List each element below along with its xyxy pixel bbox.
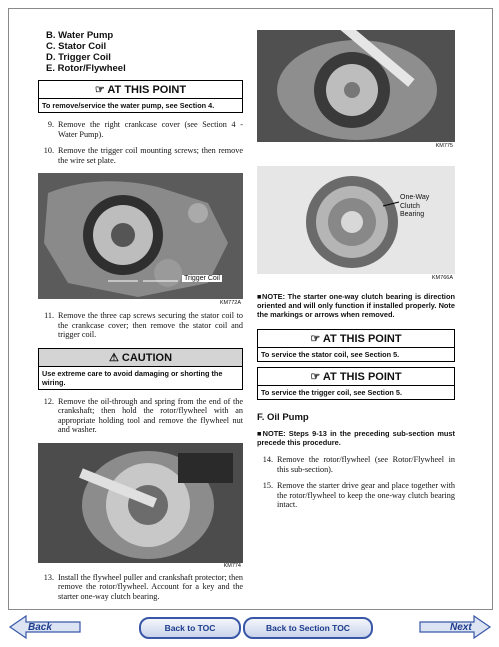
step-text: Remove the oil-through and spring from the end of the crankshaft; then hold the rotor/flywheel with an appropriate holding tool and remove the flywheel nut and washer. [58, 396, 243, 434]
navigation-bar [0, 612, 499, 642]
one-way-clutch-label: One-Way Clutch Bearing [400, 194, 430, 218]
step-number: 15. [262, 481, 273, 491]
next-label: Next [450, 622, 472, 633]
left-column [38, 30, 243, 601]
photo-code: KM772A [219, 300, 241, 306]
back-label: Back [28, 622, 52, 633]
trigger-callout [257, 367, 455, 400]
step-number: 13. [43, 572, 54, 582]
step-text: Install the flywheel puller and crankshaft protector; then remove the rotor/flywheel. Account for a key and the starter one-way clutch bearing. [58, 572, 243, 601]
callout-title: ☞ AT THIS POINT [258, 368, 454, 386]
back-to-section-toc-button[interactable]: Back to Section TOC [243, 617, 373, 639]
step-12 [38, 397, 243, 435]
trigger-coil-photo [38, 173, 243, 299]
callout-body: To service the stator coil, see Section 5. [261, 349, 400, 359]
back-button[interactable] [8, 614, 82, 640]
step-text: Remove the three cap screws securing the stator coil to the crankcase cover; then remove the stator coil and trigger coil. [58, 311, 243, 339]
step-text: Remove the starter drive gear and place together with the rotor/flywheel to keep the one-way clutch bearing intact. [277, 481, 455, 510]
callout-body: To service the trigger coil, see Section 5. [261, 387, 402, 397]
flywheel-photo-graphic [38, 443, 243, 563]
heading-rotor-flywheel: E. Rotor/Flywheel [46, 63, 126, 74]
clutch-tool-photo [257, 30, 455, 142]
one-way-clutch-photo [257, 166, 455, 274]
caution-callout [38, 348, 243, 390]
right-column [257, 30, 455, 510]
step-9 [38, 120, 243, 139]
one-way-clutch-graphic [257, 166, 455, 274]
step-number: 12. [43, 396, 54, 406]
callout-body: To remove/service the water pump, see Section 4. [42, 101, 215, 110]
clutch-tool-graphic [257, 30, 455, 142]
callout-title: ☞ AT THIS POINT [39, 81, 242, 99]
back-to-toc-button[interactable]: Back to TOC [139, 617, 241, 639]
heading-trigger-coil: D. Trigger Coil [46, 52, 111, 63]
photo-code: KM774 [223, 562, 241, 569]
step-number: 14. [262, 455, 273, 465]
caution-title: ⚠ CAUTION [39, 349, 242, 367]
step-number: 10. [43, 146, 54, 155]
step-number: 11. [44, 311, 54, 320]
next-button[interactable] [418, 614, 492, 640]
step-10 [38, 146, 243, 165]
step-15 [257, 481, 455, 510]
photo-code: KM766A [431, 275, 453, 281]
step-text: Remove the right crankcase cover (see Section 4 - Water Pump). [58, 120, 243, 139]
step-text: Remove the rotor/flywheel (see Rotor/Flywheel in this sub-section). [277, 455, 455, 474]
clutch-bearing-note: ■NOTE: The starter one-way clutch bearing is direction oriented and will only function if installed properly. Note the markings or arrows when removed. [257, 292, 455, 320]
photo-code: KM775 [435, 143, 453, 149]
stator-callout [257, 329, 455, 362]
step-14 [257, 455, 455, 474]
caution-body: Use extreme care to avoid damaging or shorting the wiring. [42, 368, 223, 387]
step-13 [38, 573, 243, 602]
oil-pump-note: ■NOTE: Steps 9-13 in the preceding sub-section must precede this procedure. [257, 428, 455, 447]
callout-title: ☞ AT THIS POINT [258, 330, 454, 348]
heading-water-pump: B. Water Pump [46, 30, 114, 41]
trigger-coil-label: Trigger Coil [184, 275, 220, 282]
heading-stator-coil: C. Stator Coil [46, 41, 107, 52]
step-11 [38, 311, 243, 340]
flywheel-removal-photo [38, 443, 243, 563]
step-number: 9. [47, 120, 54, 129]
step-text: Remove the trigger coil mounting screws; then remove the wire set plate. [58, 146, 243, 165]
section-heading-oil-pump: F. Oil Pump [257, 411, 309, 423]
at-this-point-callout [38, 80, 243, 113]
